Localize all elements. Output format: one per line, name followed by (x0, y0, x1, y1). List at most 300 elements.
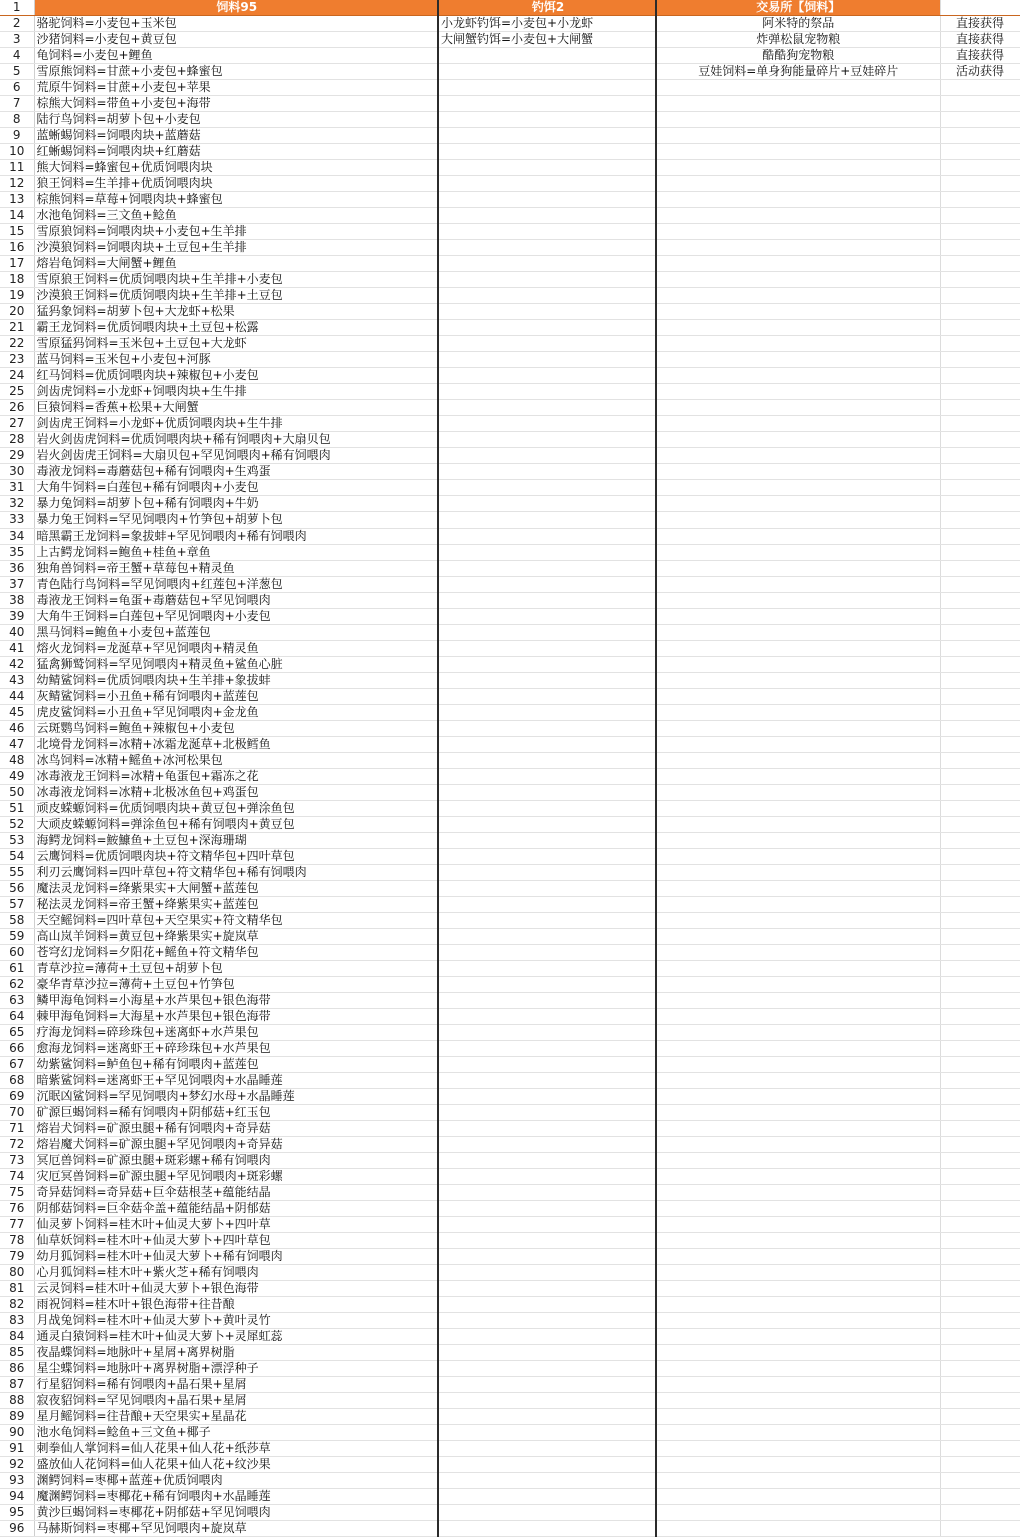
cell-exchange-item[interactable] (656, 1041, 940, 1057)
cell-bait-recipe[interactable] (438, 1137, 656, 1153)
row-number[interactable]: 79 (0, 1249, 34, 1265)
cell-bait-recipe[interactable] (438, 96, 656, 112)
cell-exchange-item[interactable] (656, 176, 940, 192)
cell-bait-recipe[interactable] (438, 512, 656, 528)
cell-bait-recipe[interactable]: 小龙虾钓饵=小麦包+小龙虾 (438, 16, 656, 32)
cell-source[interactable] (940, 960, 1020, 976)
cell-source[interactable] (940, 176, 1020, 192)
cell-exchange-item[interactable] (656, 80, 940, 96)
cell-exchange-item[interactable] (656, 1201, 940, 1217)
row-number[interactable]: 75 (0, 1185, 34, 1201)
cell-bait-recipe[interactable] (438, 704, 656, 720)
cell-feed-recipe[interactable]: 猛禽狮鹫饲料=罕见饲喂肉+精灵鱼+鲨鱼心脏 (34, 656, 438, 672)
cell-source[interactable] (940, 1169, 1020, 1185)
row-number[interactable]: 54 (0, 848, 34, 864)
cell-bait-recipe[interactable] (438, 384, 656, 400)
cell-bait-recipe[interactable] (438, 480, 656, 496)
cell-source[interactable] (940, 560, 1020, 576)
cell-bait-recipe[interactable] (438, 496, 656, 512)
row-number[interactable]: 95 (0, 1505, 34, 1521)
cell-bait-recipe[interactable] (438, 592, 656, 608)
cell-exchange-item[interactable] (656, 720, 940, 736)
cell-bait-recipe[interactable] (438, 1185, 656, 1201)
row-number[interactable]: 80 (0, 1265, 34, 1281)
cell-bait-recipe[interactable] (438, 768, 656, 784)
cell-bait-recipe[interactable] (438, 1057, 656, 1073)
cell-feed-recipe[interactable]: 雪原狼王饲料=优质饲喂肉块+生羊排+小麦包 (34, 272, 438, 288)
cell-source[interactable] (940, 1361, 1020, 1377)
cell-exchange-item[interactable] (656, 832, 940, 848)
cell-exchange-item[interactable] (656, 704, 940, 720)
cell-exchange-item[interactable] (656, 864, 940, 880)
row-number[interactable]: 19 (0, 288, 34, 304)
cell-source[interactable] (940, 1153, 1020, 1169)
cell-source[interactable] (940, 704, 1020, 720)
cell-bait-recipe[interactable] (438, 1169, 656, 1185)
row-number[interactable]: 84 (0, 1329, 34, 1345)
cell-source[interactable] (940, 928, 1020, 944)
cell-exchange-item[interactable] (656, 880, 940, 896)
cell-exchange-item[interactable] (656, 464, 940, 480)
cell-bait-recipe[interactable] (438, 192, 656, 208)
row-number[interactable]: 24 (0, 368, 34, 384)
cell-feed-recipe[interactable]: 大角牛饲料=白莲包+稀有饲喂肉+小麦包 (34, 480, 438, 496)
cell-feed-recipe[interactable]: 棕熊饲料=草莓+饲喂肉块+蜂蜜包 (34, 192, 438, 208)
cell-source[interactable] (940, 832, 1020, 848)
cell-bait-recipe[interactable] (438, 1105, 656, 1121)
cell-feed-recipe[interactable]: 高山岚羊饲料=黄豆包+绛紫果实+旋岚草 (34, 928, 438, 944)
cell-feed-recipe[interactable]: 蓝蜥蜴饲料=饲喂肉块+蓝蘑菇 (34, 128, 438, 144)
cell-exchange-item[interactable] (656, 896, 940, 912)
cell-exchange-item[interactable] (656, 1329, 940, 1345)
cell-exchange-item[interactable] (656, 1409, 940, 1425)
cell-feed-recipe[interactable]: 天空鳐饲料=四叶草包+天空果实+符文精华包 (34, 912, 438, 928)
cell-feed-recipe[interactable]: 独角兽饲料=帝王蟹+草莓包+精灵鱼 (34, 560, 438, 576)
cell-feed-recipe[interactable]: 马赫斯饲料=枣椰+罕见饲喂肉+旋岚草 (34, 1521, 438, 1537)
row-number[interactable]: 56 (0, 880, 34, 896)
cell-bait-recipe[interactable] (438, 176, 656, 192)
cell-exchange-item[interactable] (656, 496, 940, 512)
cell-bait-recipe[interactable] (438, 1425, 656, 1441)
cell-source[interactable]: 活动获得 (940, 64, 1020, 80)
cell-feed-recipe[interactable]: 红蜥蜴饲料=饲喂肉块+红蘑菇 (34, 144, 438, 160)
cell-feed-recipe[interactable]: 矿源巨蝎饲料=稀有饲喂肉+阴郁菇+红玉包 (34, 1105, 438, 1121)
cell-exchange-item[interactable] (656, 320, 940, 336)
row-number[interactable]: 16 (0, 240, 34, 256)
cell-exchange-item[interactable] (656, 1185, 940, 1201)
cell-feed-recipe[interactable]: 云斑鹦鸟饲料=鲍鱼+辣椒包+小麦包 (34, 720, 438, 736)
cell-feed-recipe[interactable]: 奇异菇饲料=奇异菇+巨伞菇根茎+蕴能结晶 (34, 1185, 438, 1201)
cell-exchange-item[interactable] (656, 1249, 940, 1265)
cell-source[interactable] (940, 224, 1020, 240)
row-number[interactable]: 94 (0, 1489, 34, 1505)
row-number[interactable]: 10 (0, 144, 34, 160)
cell-feed-recipe[interactable]: 上古鳄龙饲料=鲍鱼+桂鱼+章鱼 (34, 544, 438, 560)
row-number[interactable]: 49 (0, 768, 34, 784)
row-number[interactable]: 41 (0, 640, 34, 656)
row-number[interactable]: 66 (0, 1041, 34, 1057)
cell-bait-recipe[interactable] (438, 240, 656, 256)
cell-bait-recipe[interactable] (438, 352, 656, 368)
cell-bait-recipe[interactable] (438, 1313, 656, 1329)
cell-source[interactable] (940, 736, 1020, 752)
row-number[interactable]: 48 (0, 752, 34, 768)
cell-feed-recipe[interactable]: 盛放仙人花饲料=仙人花果+仙人花+纹沙果 (34, 1457, 438, 1473)
cell-feed-recipe[interactable]: 熔岩魔犬饲料=矿源虫腿+罕见饲喂肉+奇异菇 (34, 1137, 438, 1153)
row-number[interactable]: 13 (0, 192, 34, 208)
cell-feed-recipe[interactable]: 沙漠狼饲料=饲喂肉块+土豆包+生羊排 (34, 240, 438, 256)
cell-source[interactable] (940, 896, 1020, 912)
row-number[interactable]: 62 (0, 976, 34, 992)
cell-source[interactable] (940, 1281, 1020, 1297)
cell-source[interactable] (940, 288, 1020, 304)
cell-feed-recipe[interactable]: 鳞甲海龟饲料=小海星+水芦果包+银色海带 (34, 992, 438, 1008)
cell-exchange-item[interactable] (656, 1457, 940, 1473)
cell-source[interactable] (940, 1217, 1020, 1233)
row-number[interactable]: 35 (0, 544, 34, 560)
cell-exchange-item[interactable] (656, 160, 940, 176)
cell-source[interactable] (940, 1393, 1020, 1409)
cell-bait-recipe[interactable] (438, 1089, 656, 1105)
cell-bait-recipe[interactable] (438, 48, 656, 64)
cell-feed-recipe[interactable]: 冰鸟饲料=冰精+鳐鱼+冰河松果包 (34, 752, 438, 768)
cell-bait-recipe[interactable] (438, 544, 656, 560)
cell-feed-recipe[interactable]: 魔法灵龙饲料=绛紫果实+大闸蟹+蓝莲包 (34, 880, 438, 896)
cell-bait-recipe[interactable] (438, 128, 656, 144)
cell-bait-recipe[interactable] (438, 1393, 656, 1409)
row-number[interactable]: 36 (0, 560, 34, 576)
cell-source[interactable] (940, 128, 1020, 144)
row-number[interactable]: 42 (0, 656, 34, 672)
cell-exchange-item[interactable]: 炸弹松鼠宠物粮 (656, 32, 940, 48)
cell-feed-recipe[interactable]: 雨祝饲料=桂木叶+银色海带+往昔酿 (34, 1297, 438, 1313)
row-number[interactable]: 20 (0, 304, 34, 320)
row-number[interactable]: 14 (0, 208, 34, 224)
cell-feed-recipe[interactable]: 云鹰饲料=优质饲喂肉块+符文精华包+四叶草包 (34, 848, 438, 864)
cell-feed-recipe[interactable]: 秘法灵龙饲料=帝王蟹+绛紫果实+蓝莲包 (34, 896, 438, 912)
cell-exchange-item[interactable] (656, 1313, 940, 1329)
cell-source[interactable] (940, 1089, 1020, 1105)
row-number[interactable]: 63 (0, 992, 34, 1008)
row-number[interactable]: 91 (0, 1441, 34, 1457)
row-number[interactable]: 1 (0, 0, 34, 16)
row-number[interactable]: 86 (0, 1361, 34, 1377)
header-source[interactable] (940, 0, 1020, 16)
row-number[interactable]: 92 (0, 1457, 34, 1473)
cell-source[interactable] (940, 192, 1020, 208)
cell-source[interactable] (940, 1297, 1020, 1313)
cell-bait-recipe[interactable] (438, 640, 656, 656)
row-number[interactable]: 96 (0, 1521, 34, 1537)
row-number[interactable]: 44 (0, 688, 34, 704)
row-number[interactable]: 85 (0, 1345, 34, 1361)
cell-source[interactable] (940, 352, 1020, 368)
cell-bait-recipe[interactable] (438, 864, 656, 880)
cell-exchange-item[interactable] (656, 1008, 940, 1024)
cell-source[interactable] (940, 448, 1020, 464)
row-number[interactable]: 9 (0, 128, 34, 144)
cell-source[interactable] (940, 592, 1020, 608)
row-number[interactable]: 17 (0, 256, 34, 272)
row-number[interactable]: 8 (0, 112, 34, 128)
cell-source[interactable] (940, 320, 1020, 336)
row-number[interactable]: 25 (0, 384, 34, 400)
cell-source[interactable] (940, 480, 1020, 496)
cell-feed-recipe[interactable]: 冥厄兽饲料=矿源虫腿+斑彩螺+稀有饲喂肉 (34, 1153, 438, 1169)
cell-feed-recipe[interactable]: 沉眠凶鲨饲料=罕见饲喂肉+梦幻水母+水晶睡莲 (34, 1089, 438, 1105)
row-number[interactable]: 15 (0, 224, 34, 240)
cell-source[interactable] (940, 496, 1020, 512)
cell-exchange-item[interactable] (656, 1425, 940, 1441)
cell-exchange-item[interactable] (656, 448, 940, 464)
row-number[interactable]: 43 (0, 672, 34, 688)
cell-source[interactable] (940, 400, 1020, 416)
cell-source[interactable] (940, 640, 1020, 656)
row-number[interactable]: 21 (0, 320, 34, 336)
row-number[interactable]: 73 (0, 1153, 34, 1169)
cell-bait-recipe[interactable] (438, 1521, 656, 1537)
cell-feed-recipe[interactable]: 仙灵萝卜饲料=桂木叶+仙灵大萝卜+四叶草 (34, 1217, 438, 1233)
cell-bait-recipe[interactable] (438, 272, 656, 288)
cell-feed-recipe[interactable]: 利刃云鹰饲料=四叶草包+符文精华包+稀有饲喂肉 (34, 864, 438, 880)
cell-source[interactable] (940, 1024, 1020, 1040)
cell-exchange-item[interactable] (656, 304, 940, 320)
cell-bait-recipe[interactable] (438, 960, 656, 976)
cell-feed-recipe[interactable]: 剑齿虎王饲料=小龙虾+优质饲喂肉块+生牛排 (34, 416, 438, 432)
cell-exchange-item[interactable] (656, 1169, 940, 1185)
row-number[interactable]: 67 (0, 1057, 34, 1073)
cell-source[interactable] (940, 528, 1020, 544)
cell-source[interactable] (940, 80, 1020, 96)
row-number[interactable]: 65 (0, 1024, 34, 1040)
cell-source[interactable] (940, 624, 1020, 640)
cell-exchange-item[interactable] (656, 528, 940, 544)
cell-feed-recipe[interactable]: 棕熊大饲料=带鱼+小麦包+海带 (34, 96, 438, 112)
row-number[interactable]: 11 (0, 160, 34, 176)
cell-feed-recipe[interactable]: 水池龟饲料=三文鱼+鲶鱼 (34, 208, 438, 224)
cell-bait-recipe[interactable] (438, 464, 656, 480)
cell-exchange-item[interactable] (656, 1057, 940, 1073)
cell-feed-recipe[interactable]: 月战兔饲料=桂木叶+仙灵大萝卜+黄叶灵竹 (34, 1313, 438, 1329)
cell-bait-recipe[interactable] (438, 912, 656, 928)
cell-feed-recipe[interactable]: 池水龟饲料=鲶鱼+三文鱼+椰子 (34, 1425, 438, 1441)
cell-exchange-item[interactable] (656, 800, 940, 816)
row-number[interactable]: 72 (0, 1137, 34, 1153)
cell-bait-recipe[interactable] (438, 720, 656, 736)
cell-source[interactable] (940, 768, 1020, 784)
row-number[interactable]: 61 (0, 960, 34, 976)
cell-bait-recipe[interactable] (438, 656, 656, 672)
cell-feed-recipe[interactable]: 苍穹幻龙饲料=夕阳花+鳐鱼+符文精华包 (34, 944, 438, 960)
row-number[interactable]: 50 (0, 784, 34, 800)
cell-exchange-item[interactable] (656, 368, 940, 384)
row-number[interactable]: 90 (0, 1425, 34, 1441)
row-number[interactable]: 46 (0, 720, 34, 736)
row-number[interactable]: 2 (0, 16, 34, 32)
cell-feed-recipe[interactable]: 剑齿虎饲料=小龙虾+饲喂肉块+生牛排 (34, 384, 438, 400)
cell-bait-recipe[interactable] (438, 624, 656, 640)
cell-source[interactable] (940, 1521, 1020, 1537)
cell-bait-recipe[interactable] (438, 416, 656, 432)
cell-source[interactable] (940, 144, 1020, 160)
cell-feed-recipe[interactable]: 心月狐饲料=桂木叶+紫火芝+稀有饲喂肉 (34, 1265, 438, 1281)
cell-exchange-item[interactable] (656, 640, 940, 656)
cell-source[interactable] (940, 1185, 1020, 1201)
cell-exchange-item[interactable] (656, 1521, 940, 1537)
row-number[interactable]: 78 (0, 1233, 34, 1249)
cell-source[interactable] (940, 656, 1020, 672)
cell-source[interactable] (940, 688, 1020, 704)
cell-exchange-item[interactable] (656, 432, 940, 448)
cell-bait-recipe[interactable] (438, 1249, 656, 1265)
cell-feed-recipe[interactable]: 星月鳐饲料=往昔酿+天空果实+星晶花 (34, 1409, 438, 1425)
cell-bait-recipe[interactable] (438, 368, 656, 384)
cell-exchange-item[interactable] (656, 672, 940, 688)
cell-exchange-item[interactable]: 豆娃饲料=单身狗能量碎片+豆娃碎片 (656, 64, 940, 80)
row-number[interactable]: 52 (0, 816, 34, 832)
cell-source[interactable] (940, 544, 1020, 560)
cell-bait-recipe[interactable] (438, 848, 656, 864)
cell-source[interactable] (940, 1329, 1020, 1345)
cell-source[interactable]: 直接获得 (940, 32, 1020, 48)
cell-exchange-item[interactable] (656, 560, 940, 576)
row-number[interactable]: 32 (0, 496, 34, 512)
cell-feed-recipe[interactable]: 黄沙巨蝎饲料=枣椰花+阴郁菇+罕见饲喂肉 (34, 1505, 438, 1521)
cell-feed-recipe[interactable]: 海鳄龙饲料=鮟鱇鱼+土豆包+深海珊瑚 (34, 832, 438, 848)
cell-exchange-item[interactable] (656, 272, 940, 288)
cell-feed-recipe[interactable]: 熔岩龟饲料=大闸蟹+鲤鱼 (34, 256, 438, 272)
row-number[interactable]: 51 (0, 800, 34, 816)
cell-feed-recipe[interactable]: 暗紫鲨饲料=迷离虾王+罕见饲喂肉+水晶睡莲 (34, 1073, 438, 1089)
cell-feed-recipe[interactable]: 狼王饲料=生羊排+优质饲喂肉块 (34, 176, 438, 192)
cell-source[interactable] (940, 208, 1020, 224)
row-number[interactable]: 31 (0, 480, 34, 496)
cell-bait-recipe[interactable] (438, 400, 656, 416)
row-number[interactable]: 26 (0, 400, 34, 416)
header-exchange[interactable]: 交易所【饲料】 (656, 0, 940, 16)
row-number[interactable]: 71 (0, 1121, 34, 1137)
row-number[interactable]: 5 (0, 64, 34, 80)
cell-exchange-item[interactable] (656, 192, 940, 208)
cell-feed-recipe[interactable]: 通灵白猿饲料=桂木叶+仙灵大萝卜+灵犀虹蕊 (34, 1329, 438, 1345)
row-number[interactable]: 88 (0, 1393, 34, 1409)
cell-feed-recipe[interactable]: 毒液龙王饲料=龟蛋+毒蘑菇包+罕见饲喂肉 (34, 592, 438, 608)
cell-bait-recipe[interactable] (438, 1297, 656, 1313)
cell-source[interactable] (940, 272, 1020, 288)
cell-feed-recipe[interactable]: 暴力兔王饲料=罕见饲喂肉+竹笋包+胡萝卜包 (34, 512, 438, 528)
row-number[interactable]: 45 (0, 704, 34, 720)
cell-bait-recipe[interactable] (438, 1409, 656, 1425)
cell-bait-recipe[interactable] (438, 304, 656, 320)
cell-feed-recipe[interactable]: 青色陆行鸟饲料=罕见饲喂肉+红莲包+洋葱包 (34, 576, 438, 592)
cell-feed-recipe[interactable]: 熔岩犬饲料=矿源虫腿+稀有饲喂肉+奇异菇 (34, 1121, 438, 1137)
cell-exchange-item[interactable] (656, 336, 940, 352)
cell-feed-recipe[interactable]: 愈海龙饲料=迷离虾王+碎珍珠包+水芦果包 (34, 1041, 438, 1057)
cell-exchange-item[interactable] (656, 1361, 940, 1377)
cell-bait-recipe[interactable] (438, 1345, 656, 1361)
cell-feed-recipe[interactable]: 蓝马饲料=玉米包+小麦包+河豚 (34, 352, 438, 368)
cell-exchange-item[interactable] (656, 1073, 940, 1089)
row-number[interactable]: 55 (0, 864, 34, 880)
cell-source[interactable] (940, 976, 1020, 992)
cell-exchange-item[interactable] (656, 576, 940, 592)
cell-exchange-item[interactable] (656, 1297, 940, 1313)
cell-exchange-item[interactable] (656, 1153, 940, 1169)
cell-feed-recipe[interactable]: 大顽皮蝾螈饲料=弹涂鱼包+稀有饲喂肉+黄豆包 (34, 816, 438, 832)
row-number[interactable]: 81 (0, 1281, 34, 1297)
cell-exchange-item[interactable] (656, 480, 940, 496)
cell-exchange-item[interactable] (656, 240, 940, 256)
header-feed[interactable]: 饲料95 (34, 0, 438, 16)
cell-bait-recipe[interactable] (438, 576, 656, 592)
row-number[interactable]: 39 (0, 608, 34, 624)
cell-exchange-item[interactable] (656, 1489, 940, 1505)
cell-exchange-item[interactable] (656, 608, 940, 624)
cell-exchange-item[interactable] (656, 592, 940, 608)
cell-feed-recipe[interactable]: 沙猪饲料=小麦包+黄豆包 (34, 32, 438, 48)
cell-bait-recipe[interactable] (438, 256, 656, 272)
cell-bait-recipe[interactable] (438, 288, 656, 304)
cell-source[interactable] (940, 1008, 1020, 1024)
cell-feed-recipe[interactable]: 寂夜貂饲料=罕见饲喂肉+晶石果+星屑 (34, 1393, 438, 1409)
cell-feed-recipe[interactable]: 雪原猛犸饲料=玉米包+土豆包+大龙虾 (34, 336, 438, 352)
cell-bait-recipe[interactable] (438, 1489, 656, 1505)
row-number[interactable]: 68 (0, 1073, 34, 1089)
cell-bait-recipe[interactable] (438, 560, 656, 576)
cell-bait-recipe[interactable] (438, 1329, 656, 1345)
cell-exchange-item[interactable] (656, 736, 940, 752)
row-number[interactable]: 57 (0, 896, 34, 912)
cell-feed-recipe[interactable]: 仙草妖饲料=桂木叶+仙灵大萝卜+四叶草包 (34, 1233, 438, 1249)
cell-exchange-item[interactable] (656, 544, 940, 560)
cell-source[interactable] (940, 800, 1020, 816)
cell-feed-recipe[interactable]: 阴郁菇饲料=巨伞菇伞盖+蕴能结晶+阴郁菇 (34, 1201, 438, 1217)
cell-feed-recipe[interactable]: 毒液龙饲料=毒蘑菇包+稀有饲喂肉+生鸡蛋 (34, 464, 438, 480)
cell-bait-recipe[interactable] (438, 672, 656, 688)
cell-bait-recipe[interactable] (438, 160, 656, 176)
cell-exchange-item[interactable] (656, 992, 940, 1008)
cell-bait-recipe[interactable] (438, 1377, 656, 1393)
cell-bait-recipe[interactable] (438, 336, 656, 352)
cell-feed-recipe[interactable]: 大角牛王饲料=白莲包+罕见饲喂肉+小麦包 (34, 608, 438, 624)
cell-source[interactable] (940, 1489, 1020, 1505)
cell-feed-recipe[interactable]: 雪原狼饲料=饲喂肉块+小麦包+生羊排 (34, 224, 438, 240)
cell-bait-recipe[interactable] (438, 608, 656, 624)
row-number[interactable]: 40 (0, 624, 34, 640)
cell-feed-recipe[interactable]: 顽皮蝾螈饲料=优质饲喂肉块+黄豆包+弹涂鱼包 (34, 800, 438, 816)
cell-bait-recipe[interactable] (438, 80, 656, 96)
cell-feed-recipe[interactable]: 北境骨龙饲料=冰精+冰霜龙涎草+北极鳕鱼 (34, 736, 438, 752)
row-number[interactable]: 27 (0, 416, 34, 432)
cell-exchange-item[interactable] (656, 816, 940, 832)
cell-feed-recipe[interactable]: 红马饲料=优质饲喂肉块+辣椒包+小麦包 (34, 368, 438, 384)
cell-source[interactable] (940, 368, 1020, 384)
cell-bait-recipe[interactable] (438, 1008, 656, 1024)
row-number[interactable]: 87 (0, 1377, 34, 1393)
row-number[interactable]: 33 (0, 512, 34, 528)
cell-bait-recipe[interactable] (438, 896, 656, 912)
cell-bait-recipe[interactable] (438, 1473, 656, 1489)
row-number[interactable]: 76 (0, 1201, 34, 1217)
cell-source[interactable] (940, 160, 1020, 176)
cell-exchange-item[interactable] (656, 656, 940, 672)
cell-source[interactable] (940, 384, 1020, 400)
cell-exchange-item[interactable] (656, 1345, 940, 1361)
cell-source[interactable] (940, 256, 1020, 272)
row-number[interactable]: 7 (0, 96, 34, 112)
cell-exchange-item[interactable] (656, 1441, 940, 1457)
cell-bait-recipe[interactable] (438, 64, 656, 80)
